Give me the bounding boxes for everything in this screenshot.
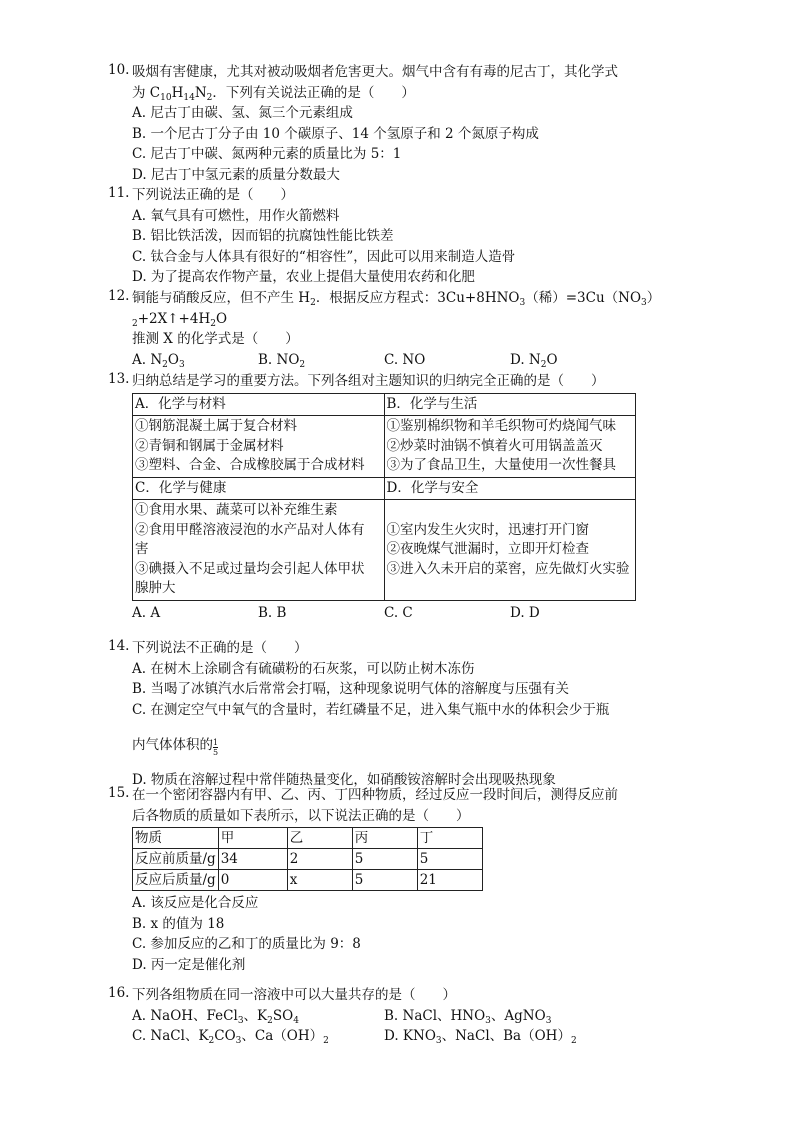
option-c: C. 参加反应的乙和丁的质量比为 9：8	[132, 936, 361, 952]
option-c: C. 在测定空气中氧气的含量时，若红磷量不足，进入集气瓶中水的体积会少于瓶	[132, 701, 610, 718]
option-c: C. NaCl、$K_2CO_3$、$Ca(OH)_2$	[132, 1028, 329, 1046]
option-d: D. 丙一定是催化剂	[132, 956, 246, 973]
table-row: 反应后质量/g 0 x 5 21	[133, 870, 483, 891]
option-b: B. 铝比铁活泼，因而铝的抗腐蚀性能比铁差	[132, 228, 394, 244]
option-d: D. $N_2O$	[510, 351, 558, 370]
option-a: A. A	[132, 604, 161, 621]
question-14	[108, 638, 672, 791]
options-row	[132, 1026, 672, 1047]
question-stem: 推测 X 的化学式是（ ）	[132, 331, 299, 347]
options-row	[132, 603, 672, 624]
question-stem: 后各物质的质量如下表所示，以下说法正确的是（ ）	[132, 807, 470, 824]
question-stem-formula: 为 $C_{10}H_{14}N_2$．下列有关说法正确的是（ ）	[132, 84, 415, 103]
option-b: B. B	[258, 604, 287, 621]
options-row	[132, 350, 672, 371]
question-stem: 下列说法不正确的是（ ）	[132, 640, 308, 656]
option-b: B. $NO_2$	[258, 351, 306, 370]
question-16	[108, 985, 672, 1047]
summary-table	[132, 393, 636, 601]
question-stem: 在一个密闭容器内有甲、乙、丙、丁四种物质，经过反应一段时间后，测得反应前	[132, 787, 618, 803]
option-b: B. 一个尼古丁分子由 10 个碳原子、14 个氢原子和 2 个氮原子构成	[132, 125, 539, 142]
question-stem: 吸烟有害健康，尤其对被动吸烟者危害更大。烟气中含有有毒的尼古丁，其化学式	[132, 64, 618, 80]
option-a: A. NaOH、FeCl$_3$、$K_2SO_4$	[132, 1007, 299, 1026]
option-d: D. 尼古丁中氢元素的质量分数最大	[132, 166, 340, 183]
cell-d-body: ①室内发生火灾时，迅速打开门窗 ②夜晚煤气泄漏时，立即开灯检查 ③进入久未开启的菜窖，应先做灯火实验	[384, 500, 636, 601]
options-row	[132, 1006, 672, 1027]
option-d: D. D	[510, 604, 540, 621]
question-10	[108, 62, 672, 185]
equation-line-1: 铜能与硝酸反应，但不产生 $H_2$．根据反应方程式：$3Cu+8HNO_3$（稀）$=3Cu(NO_3)$	[132, 290, 661, 308]
fraction: $\frac{1}{5}$	[213, 738, 219, 757]
option-d: D. 为了提高农作物产量，农业上提倡大量使用农药和化肥	[132, 269, 475, 285]
cell-d-title: D．化学与安全	[384, 477, 636, 500]
equation-line-2: $_2+2X↑+4H_2O$	[132, 310, 228, 329]
question-number: 14.	[108, 638, 130, 654]
question-stem: 下列各组物质在同一溶液中可以大量共存的是（ ）	[132, 987, 456, 1003]
option-c: C. NO	[384, 351, 426, 368]
option-a: A. $N_2O_3$	[132, 351, 185, 370]
question-stem: 归纳总结是学习的重要方法。下列各组对主题知识的归纳完全正确的是（ ）	[132, 373, 605, 389]
question-number: 12.	[108, 288, 130, 304]
table-row: 反应前质量/g 34 2 5 5	[133, 849, 483, 870]
question-number: 11.	[108, 185, 130, 201]
option-b: B. NaCl、$HNO_3$、AgNO$_3$	[384, 1007, 552, 1026]
option-d: D. $KNO_3$、NaCl、$Ba(OH)_2$	[384, 1028, 577, 1046]
option-b: B. 当喝了冰镇汽水后常常会打嗝，这种现象说明气体的溶解度与压强有关	[132, 681, 570, 697]
cell-c-title: C．化学与健康	[133, 477, 385, 500]
option-c: C. 尼古丁中碳、氮两种元素的质量比为 5：1	[132, 146, 402, 162]
question-number: 15.	[108, 785, 130, 801]
option-a: A. 尼古丁由碳、氢、氮三个元素组成	[132, 105, 353, 121]
question-13	[108, 371, 672, 623]
question-number: 16.	[108, 985, 130, 1001]
option-c: C. 钛合金与人体具有很好的“相容性”，因此可以用来制造人造骨	[132, 248, 516, 265]
cell-b-body: ①鉴别棉织物和羊毛织物可灼烧闻气味 ②炒菜时油锅不慎着火可用锅盖盖灭 ③为了食品卫生，大量使用一次性餐具	[384, 416, 636, 478]
option-c: C. C	[384, 604, 413, 621]
question-number: 10.	[108, 62, 130, 78]
question-stem: 下列说法正确的是（ ）	[132, 187, 294, 203]
table-header-row: 物质 甲 乙 丙 丁	[133, 828, 483, 849]
cell-a-title: A．化学与材料	[133, 393, 385, 416]
option-a: A. 在树木上涂刷含有硫磺粉的石灰浆，可以防止树木冻伤	[132, 660, 475, 677]
option-d: D. 物质在溶解过程中常伴随热量变化，如硝酸铵溶解时会出现吸热现象	[132, 772, 556, 788]
option-b: B. x 的值为 18	[132, 915, 225, 932]
cell-a-body: ①钢筋混凝土属于复合材料 ②青铜和钢属于金属材料 ③塑料、合金、合成橡胶属于合成材料	[133, 416, 385, 478]
question-15	[108, 785, 672, 975]
option-a: A. 氧气具有可燃性，用作火箭燃料	[132, 207, 340, 224]
option-c-continued: 内气体体积的 $\frac{1}{5}$	[132, 737, 219, 757]
question-11	[108, 185, 672, 288]
cell-b-title: B．化学与生活	[384, 393, 636, 416]
option-a: A. 该反应是化合反应	[132, 895, 259, 911]
question-number: 13.	[108, 371, 130, 387]
mass-table	[132, 827, 483, 891]
cell-c-body: ①食用水果、蔬菜可以补充维生素 ②食用甲醛溶液浸泡的水产品对人体有 害 ③碘摄入不足或过量均会引起人体甲状 腺肿大	[133, 500, 385, 601]
question-12	[108, 288, 672, 370]
